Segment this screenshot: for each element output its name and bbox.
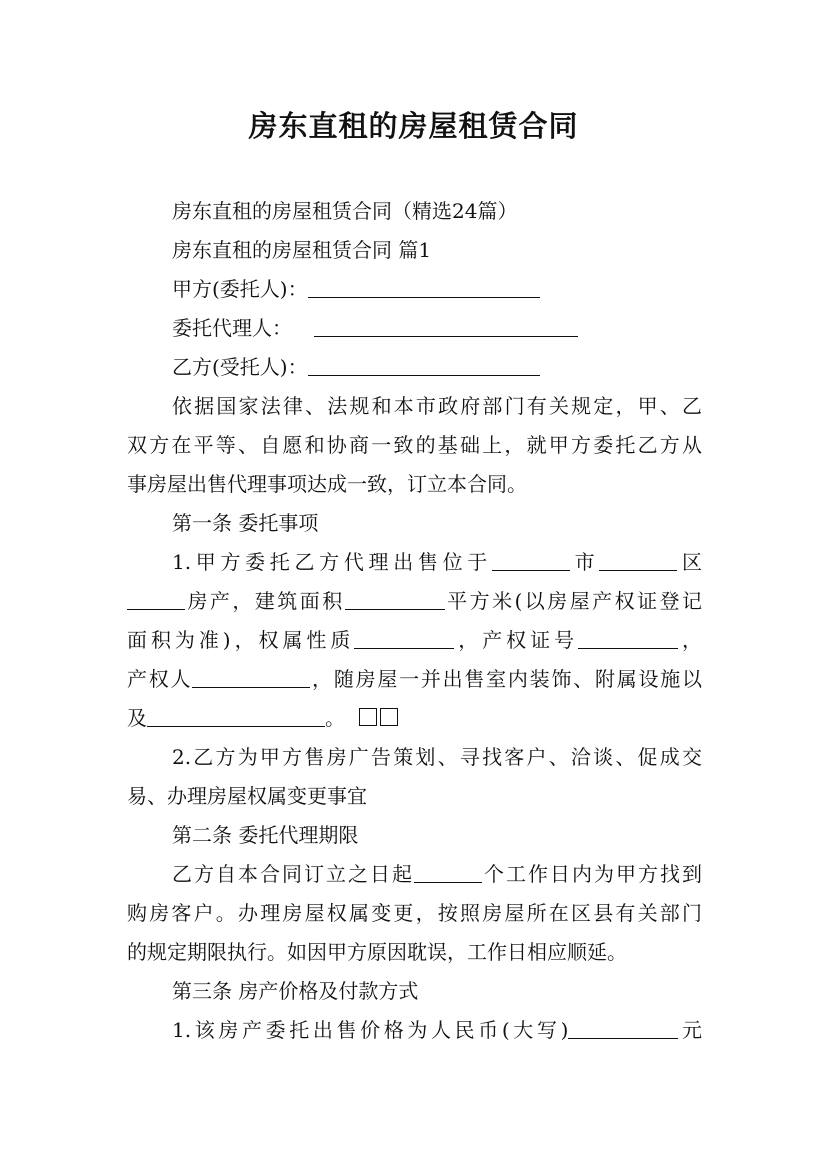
checkbox-icon [380, 708, 398, 726]
party-b-blank [308, 355, 540, 376]
clause-line: 1.该房产委托出售价格为人民币(大写) 元 [172, 1018, 703, 1042]
article-heading: 第二条 委托代理期限 [172, 823, 359, 847]
clause-line: 及 。 [127, 706, 702, 730]
items-blank [147, 706, 325, 727]
price-blank [568, 1018, 678, 1039]
party-a-label: 甲方(委托人)： [172, 277, 308, 301]
document-title: 房东直租的房屋租赁合同 [248, 109, 579, 143]
checkbox-icon [359, 708, 377, 726]
party-a-line [172, 277, 702, 301]
days-blank [414, 862, 482, 883]
paragraph-line: 事房屋出售代理事项达成一致，订立本合同。 [127, 472, 527, 496]
clause-line: 2.乙方为甲方售房广告策划、寻找客户、洽谈、促成交 [172, 745, 702, 769]
paragraph-line: 乙方自本合同订立之日起 个工作日内为甲方找到 [172, 862, 702, 886]
city-blank [492, 550, 570, 571]
property-blank [127, 589, 185, 610]
party-b-label: 乙方(受托人)： [172, 355, 308, 379]
agent-blank [314, 316, 578, 337]
paragraph-line: 双方在平等、自愿和协商一致的基础上，就甲方委托乙方从 [127, 433, 702, 457]
certificate-blank [578, 628, 678, 649]
agent-line [172, 316, 702, 340]
party-a-blank [308, 277, 540, 298]
clause-line: 产权人 ，随房屋一并出售室内装饰、附属设施以 [127, 667, 703, 691]
article-heading: 第一条 委托事项 [172, 511, 319, 535]
article-heading: 第三条 房产价格及付款方式 [172, 979, 419, 1003]
owner-blank [192, 667, 310, 688]
district-blank [599, 550, 677, 571]
clause-line: 房产，建筑面积 平方米(以房屋产权证登记 [127, 589, 702, 613]
area-blank [345, 589, 445, 610]
clause-line: 1.甲方委托乙方代理出售位于 市 区 [172, 550, 703, 574]
clause-line: 面积为准)，权属性质 ，产权证号 ， [127, 628, 702, 652]
paragraph-line: 的规定期限执行。如因甲方原因耽误，工作日相应顺延。 [127, 940, 627, 964]
paragraph-line: 依据国家法律、法规和本市政府部门有关规定，甲、乙 [172, 394, 702, 418]
agent-label: 委托代理人： [172, 316, 292, 340]
party-b-line [172, 355, 702, 379]
ownership-blank [354, 628, 454, 649]
paragraph-line: 购房客户。办理房屋权属变更，按照房屋所在区县有关部门 [127, 901, 702, 925]
clause-line: 易、办理房屋权属变更事宜 [127, 784, 367, 808]
section-heading: 房东直租的房屋租赁合同 篇1 [172, 238, 432, 262]
subtitle-line: 房东直租的房屋租赁合同（精选24篇） [172, 199, 518, 223]
